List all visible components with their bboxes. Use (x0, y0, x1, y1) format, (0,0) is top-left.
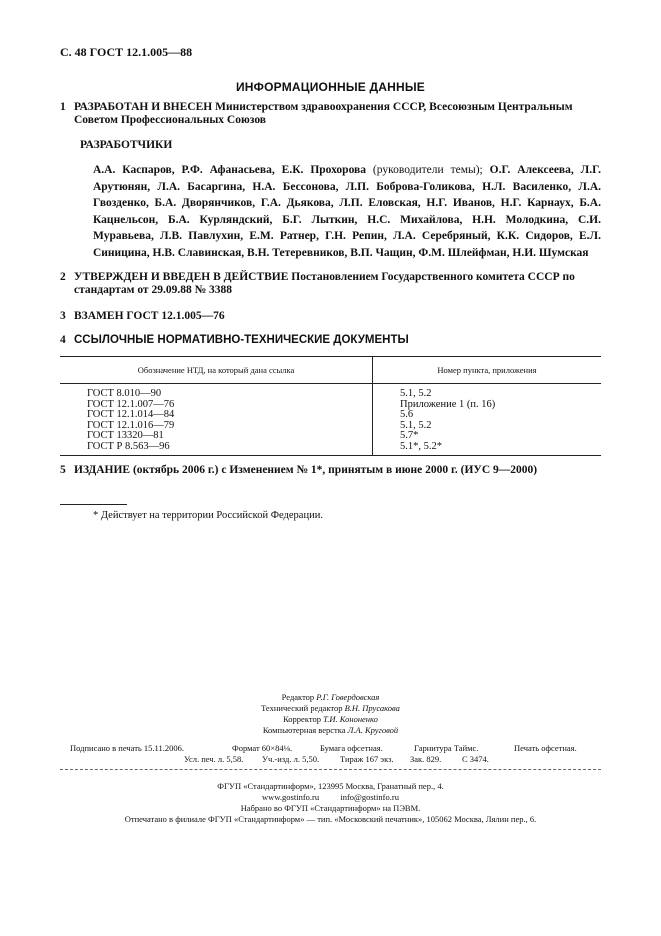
footnote: * Действует на территории Российской Федерации. (93, 510, 323, 521)
doc-cell: ГОСТ 12.1.016—79 (60, 421, 373, 432)
layout-name: Л.А. Круговой (347, 725, 399, 735)
clause-cell: 5.7* (400, 430, 419, 441)
doc-cell: ГОСТ 12.1.014—84 (60, 410, 373, 421)
table-row (60, 384, 601, 400)
column-header-document: Обозначение НТД, на который дана ссылка (60, 357, 373, 384)
editor-name: Р.Г. Говердовская (316, 692, 380, 702)
paper-format: Формат 60×84⅛. (232, 743, 293, 753)
publisher-email: info@gostinfo.ru (340, 792, 399, 802)
table-row (60, 442, 601, 456)
page-header: С. 48 ГОСТ 12.1.005—88 (60, 45, 193, 59)
clause-cell: 5.1*, 5.2* (373, 442, 602, 456)
publication-sheets: Уч.-изд. л. 5,50. (262, 754, 320, 764)
reference-table (60, 356, 601, 456)
developers-heading: РАЗРАБОТЧИКИ (80, 139, 173, 151)
table-row (60, 410, 601, 421)
signed-date: Подписано в печать 15.11.2006. (70, 743, 184, 753)
doc-cell: ГОСТ 12.1.007—76 (60, 400, 373, 411)
publisher-address: ФГУП «Стандартинформ», 123995 Москва, Гранатный пер., 4. (217, 781, 444, 791)
item-number: 2 (60, 271, 66, 283)
tech-editor-role: Технический редактор (261, 703, 343, 713)
printing-method: Печать офсетная. (514, 743, 577, 753)
clause-cell: 5.1, 5.2 (400, 419, 432, 431)
section-title: ИНФОРМАЦИОННЫЕ ДАННЫЕ (235, 80, 426, 94)
item-approved (60, 271, 601, 297)
item-number: 5 (60, 464, 66, 476)
typeset-note: Набрано во ФГУП «Стандартинформ» на ПЭВМ. (240, 803, 421, 813)
clause-cell: 5.6 (400, 409, 414, 420)
corrector-name: Т.И. Кононенко (323, 714, 378, 724)
publisher-contacts (0, 792, 661, 803)
footnote-divider (60, 504, 127, 505)
item-text: РАЗРАБОТАН И ВНЕСЕН Министерством здравоохранения СССР, Всесоюзным Центральным Советом Профессиональных Союзов (74, 101, 573, 126)
item-text: ВЗАМЕН ГОСТ 12.1.005—76 (74, 310, 225, 322)
code: С 3474. (462, 754, 489, 764)
column-header-clause: Номер пункта, приложения (373, 357, 602, 384)
item-number: 1 (60, 101, 66, 113)
item-text: ИЗДАНИЕ (октябрь 2006 г.) с Изменением № 1*, принятым в июне 2000 г. (ИУС 9—2000) (74, 464, 538, 476)
clause-cell: 5.1, 5.2 (400, 388, 432, 399)
item-references (60, 334, 601, 347)
paper-type: Бумага офсетная. (320, 743, 383, 753)
printed-note: Отпечатано в филиале ФГУП «Стандартинформ» — тип. «Московский печатник», 105062 Москва, Лялин пер., 6. (124, 814, 537, 824)
imprint-editor (0, 692, 661, 704)
table-row (60, 431, 601, 442)
item-number: 3 (60, 310, 66, 322)
item-number: 4 (60, 334, 66, 346)
developers-list (93, 162, 601, 261)
doc-cell: ГОСТ Р 8.563—96 (60, 442, 373, 456)
tech-editor-name: В.Н. Прусакова (344, 703, 400, 713)
doc-cell: ГОСТ 8.010—90 (60, 384, 373, 400)
typeface: Гарнитура Таймс. (414, 743, 479, 753)
theme-leads: А.А. Каспаров, Р.Ф. Афанасьева, Е.К. Прохорова (93, 164, 367, 176)
publisher-website: www.gostinfo.ru (262, 792, 320, 802)
order-number: Зак. 829. (410, 754, 442, 764)
imprint-layout (0, 725, 661, 737)
imprint-tech-editor (0, 703, 661, 715)
imprint-divider (60, 769, 601, 770)
print-sheets: Усл. печ. л. 5,58. (184, 754, 244, 764)
item-developed (60, 101, 601, 127)
item-edition (60, 464, 601, 477)
item-text: УТВЕРЖДЕН И ВВЕДЕН В ДЕЙСТВИЕ Постановлением Государственного комитета СССР по стандартам от 29.09.88 № 3388 (74, 271, 575, 296)
doc-cell: ГОСТ 13320—81 (60, 431, 373, 442)
imprint-corrector (0, 714, 661, 726)
clause-cell: Приложение 1 (п. 16) (400, 398, 496, 410)
theme-leads-note: (руководители темы); (366, 164, 490, 176)
developer-names: О.Г. Алексеева, Л.Г. Арутюнян, Л.А. Басаргина, Н.А. Бессонова, Л.П. Боброва-Голикова, Н.Л. Василенко, Л.А. Гвозденко, Б.А. Дворянчиков, Г.А. Дьякова, Л.П. Еловская, Н.Г. Иванов, Н.Г. Карнаух, Б.А. Кацнельсон, Б.А. Курляндский, Б.Г. Лыткин, Н.С. Михайлова, Н.Н. Молодкина, С.И. Муравьева, Л.В. Павлухин, Е.М. Ратнер, Г.Н. Репин, Л.А. Серебряный, К.К. Сидоров, Е.Л. Синицина, Н.В. Славинская, В.Н. Тетеревников, В.П. Чащин, Ф.М. Шлейфман, Н.И. Шумская (93, 164, 602, 259)
item-replaces (60, 310, 601, 323)
corrector-role: Корректор (283, 714, 321, 724)
editor-role: Редактор (281, 692, 315, 702)
item-text: ССЫЛОЧНЫЕ НОРМАТИВНО-ТЕХНИЧЕСКИЕ ДОКУМЕНТЫ (74, 334, 409, 346)
layout-role: Компьютерная верстка (262, 725, 346, 735)
print-run: Тираж 167 экз. (340, 754, 394, 764)
